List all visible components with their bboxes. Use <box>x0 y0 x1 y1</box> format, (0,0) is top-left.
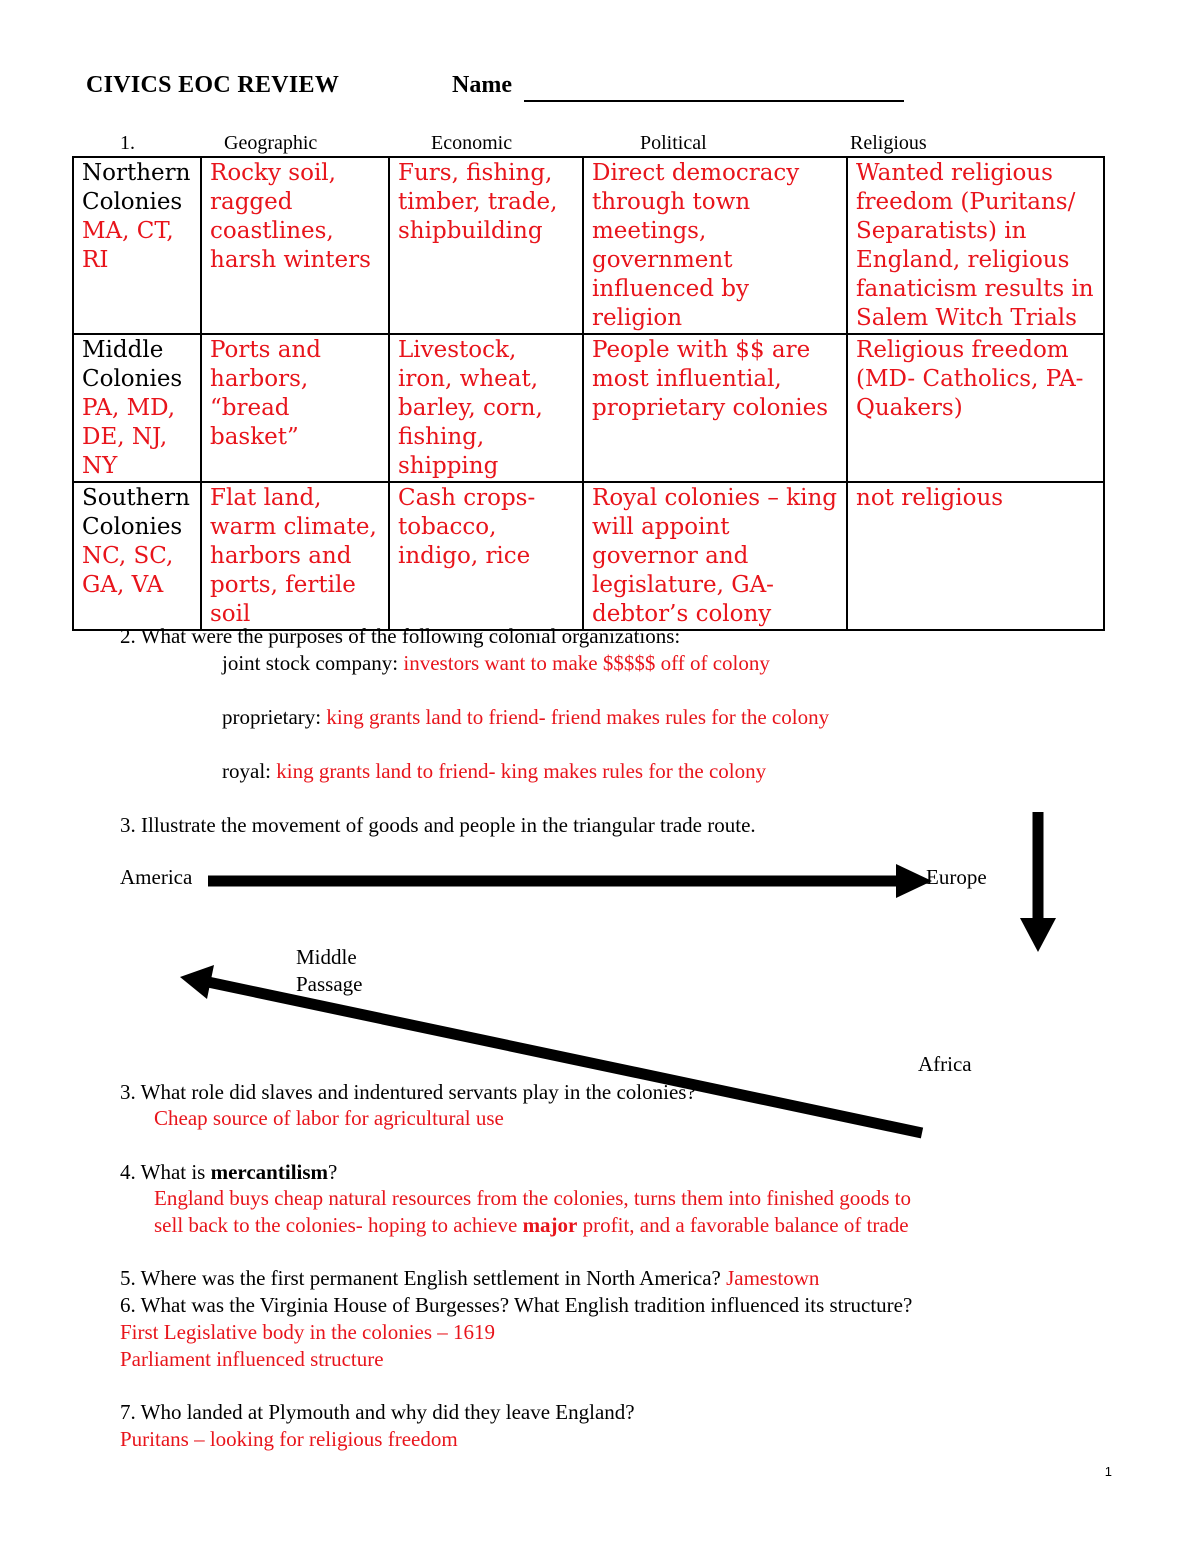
q3-slaves-question: 3. What role did slaves and indentured servants play in the colonies? <box>120 1080 696 1104</box>
q4-suffix: ? <box>328 1160 338 1184</box>
q4-answer-line1: England buys cheap natural resources from the colonies, turns them into finished goods to <box>154 1186 911 1210</box>
q7-question: 7. Who landed at Plymouth and why did they leave England? <box>120 1400 635 1424</box>
region-name: Middle Colonies <box>82 337 183 392</box>
q2-label: royal: <box>222 759 271 783</box>
label-africa: Africa <box>918 1052 972 1076</box>
religious-cell: Wanted religious freedom (Puritans/ Separatists) in England, religious fanaticism results in Salem Witch Trials <box>847 157 1104 334</box>
q6-answer-line1: First Legislative body in the colonies – 1619 <box>120 1320 496 1344</box>
col-economic: Economic <box>431 132 513 154</box>
q4-prefix: 4. What is <box>120 1160 211 1184</box>
arrowhead-america <box>180 965 214 999</box>
middle-passage-line1: Middle <box>296 945 357 969</box>
q5-row <box>120 1265 819 1292</box>
political-cell: Direct democracy through town meetings, government influenced by religion <box>583 157 847 334</box>
geographic-cell: Ports and harbors, “bread basket” <box>201 334 389 482</box>
religious-cell: not religious <box>847 482 1104 630</box>
q2-answer: king grants land to friend- friend makes rules for the colony <box>326 705 830 729</box>
region-name: Southern Colonies <box>82 485 190 540</box>
q4-term: mercantilism <box>210 1160 329 1184</box>
q4-answer-part-b: profit, and a favorable balance of trade <box>577 1213 909 1237</box>
q3-trade-question: 3. Illustrate the movement of goods and people in the triangular trade route. <box>120 813 756 837</box>
economic-cell: Livestock, iron, wheat, barley, corn, fishing, shipping <box>389 334 583 482</box>
name-label: Name <box>452 72 512 98</box>
arrowhead-africa <box>1020 918 1056 952</box>
political-cell: People with $$ are most influential, proprietary colonies <box>583 334 847 482</box>
q7-answer: Puritans – looking for religious freedom <box>120 1427 458 1451</box>
q2-question: 2. What were the purposes of the following colonial organizations: <box>120 624 681 648</box>
q6-answer-line2: Parliament influenced structure <box>120 1347 384 1371</box>
page-title: CIVICS EOC REVIEW <box>86 72 340 98</box>
q4-answer-bold: major <box>522 1213 578 1237</box>
geographic-cell: Flat land, warm climate, harbors and ports, fertile soil <box>201 482 389 630</box>
political-cell: Royal colonies – king will appoint governor and legislature, GA- debtor’s colony <box>583 482 847 630</box>
middle-passage-line2: Passage <box>296 972 363 996</box>
q4-answer-line2 <box>154 1212 909 1239</box>
col-religious: Religious <box>850 132 927 154</box>
region-name: Northern Colonies <box>82 160 191 215</box>
label-america: America <box>120 865 193 889</box>
q5-answer: Jamestown <box>726 1266 820 1290</box>
q6-question: 6. What was the Virginia House of Burgesses? What English tradition influenced its structure? <box>120 1293 913 1317</box>
region-states: MA, CT, RI <box>82 218 174 273</box>
economic-cell: Cash crops- tobacco, indigo, rice <box>389 482 583 630</box>
col-political: Political <box>640 132 707 154</box>
geographic-cell: Rocky soil, ragged coastlines, harsh winters <box>201 157 389 334</box>
page-number: 1 <box>1104 1464 1112 1479</box>
q4-answer-part-a: sell back to the colonies- hoping to achieve <box>154 1213 523 1237</box>
q2-label: joint stock company: <box>222 651 399 675</box>
q2-answer: king grants land to friend- king makes rules for the colony <box>276 759 767 783</box>
religious-cell: Religious freedom (MD- Catholics, PA- Quakers) <box>847 334 1104 482</box>
region-states: NC, SC, GA, VA <box>82 543 174 598</box>
arrowhead-europe <box>896 864 932 898</box>
label-europe: Europe <box>926 865 987 889</box>
q2-label: proprietary: <box>222 705 322 729</box>
region-states: PA, MD, DE, NJ, NY <box>82 395 176 479</box>
economic-cell: Furs, fishing, timber, trade, shipbuilding <box>389 157 583 334</box>
col-geographic: Geographic <box>224 132 318 154</box>
q4-question <box>120 1159 337 1186</box>
q1-number: 1. <box>120 132 135 154</box>
q3-slaves-answer: Cheap source of labor for agricultural use <box>154 1106 504 1130</box>
q5-question: 5. Where was the first permanent English settlement in North America? <box>120 1266 721 1290</box>
q2-answer: investors want to make $$$$$ off of colony <box>403 651 770 675</box>
